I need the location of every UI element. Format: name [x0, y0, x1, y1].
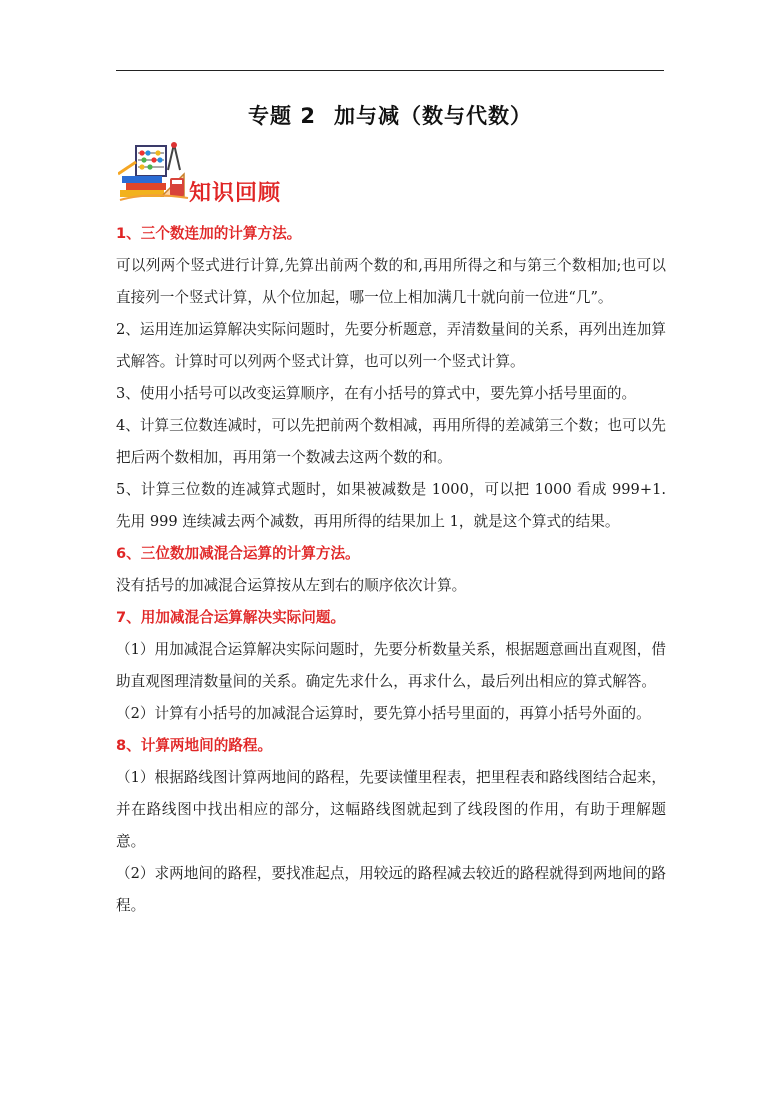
section-label: 知识回顾 — [189, 180, 282, 206]
section-heading: 8、计算两地间的路程。 — [116, 737, 273, 754]
section-heading: 7、用加减混合运算解决实际问题。 — [116, 609, 346, 626]
paragraph: 没有括号的加减混合运算按从左到右的顺序依次计算。 — [116, 577, 467, 594]
paragraph: （1）根据路线图计算两地间的路程，先要读懂里程表，把里程表和路线图结合起来，并在路线图中找出相应的部分，这幅路线图就起到了线段图的作用，有助于理解题意。 — [116, 769, 666, 850]
content-body — [116, 218, 666, 922]
paragraph: 5、计算三位数的连减算式题时，如果被减数是 1000，可以把 1000 看成 999+1.先用 999 连续减去两个减数，再用所得的结果加上 1，就是这个算式的结果。 — [116, 481, 666, 530]
paragraph: 2、运用连加运算解决实际问题时，先要分析题意，弄清数量间的关系，再列出连加算式解答。计算时可以列两个竖式计算，也可以列一个竖式计算。 — [116, 321, 666, 370]
header-rule — [116, 70, 664, 71]
section-heading: 1、三个数连加的计算方法。 — [116, 225, 302, 242]
paragraph: （2）计算有小括号的加减混合运算时，要先算小括号里面的，再算小括号外面的。 — [116, 705, 651, 722]
school-supplies-icon — [118, 140, 190, 202]
title-main: 加与减（数与代数） — [333, 104, 532, 128]
paragraph: 可以列两个竖式进行计算,先算出前两个数的和,再用所得之和与第三个数相加;也可以直接列一个竖式计算，从个位加起，哪一位上相加满几十就向前一位进“几”。 — [116, 257, 666, 306]
paragraph: （1）用加减混合运算解决实际问题时，先要分析数量关系，根据题意画出直观图，借助直观图理清数量间的关系。确定先求什么，再求什么，最后列出相应的算式解答。 — [116, 641, 666, 690]
knowledge-review-banner — [118, 140, 338, 210]
paragraph: 4、计算三位数连减时，可以先把前两个数相减，再用所得的差减第三个数；也可以先把后两个数相加，再用第一个数减去这两个数的和。 — [116, 417, 666, 466]
page-title — [0, 100, 780, 130]
paragraph: （2）求两地间的路程，要找准起点，用较远的路程减去较近的路程就得到两地间的路程。 — [116, 865, 666, 914]
section-heading: 6、三位数加减混合运算的计算方法。 — [116, 545, 360, 562]
paragraph: 3、使用小括号可以改变运算顺序，在有小括号的算式中，要先算小括号里面的。 — [116, 385, 637, 402]
title-prefix: 专题 2 — [248, 104, 316, 128]
